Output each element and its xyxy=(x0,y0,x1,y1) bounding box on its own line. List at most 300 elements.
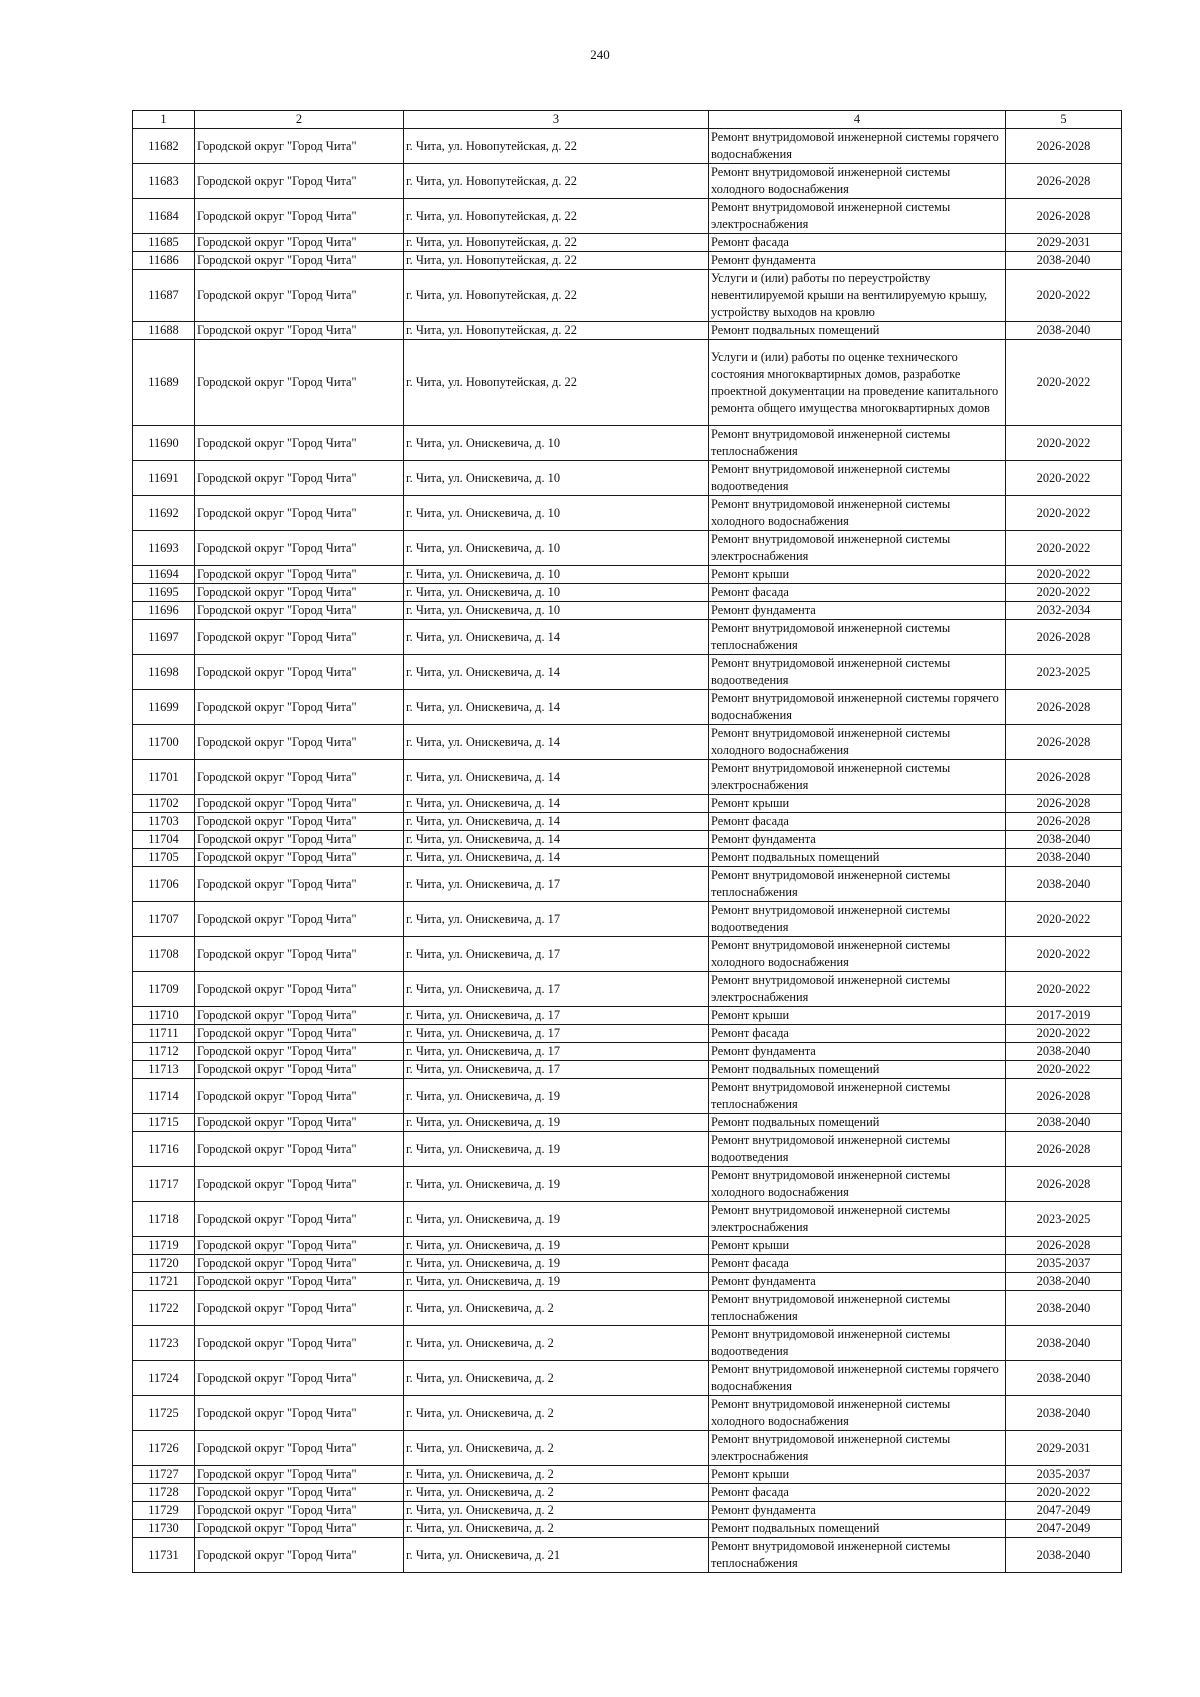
municipality-cell: Городской округ "Город Чита" xyxy=(195,813,404,831)
work-type-cell: Ремонт внутридомовой инженерной системы горячего водоснабжения xyxy=(709,129,1006,164)
municipality-cell: Городской округ "Город Чита" xyxy=(195,849,404,867)
municipality-cell: Городской округ "Город Чита" xyxy=(195,1237,404,1255)
header-cell-4: 4 xyxy=(709,111,1006,129)
address-cell: г. Чита, ул. Онискевича, д. 19 xyxy=(404,1132,709,1167)
row-number: 11715 xyxy=(133,1114,195,1132)
work-type-cell: Ремонт фасада xyxy=(709,813,1006,831)
work-type-cell: Ремонт внутридомовой инженерной системы холодного водоснабжения xyxy=(709,164,1006,199)
table-row xyxy=(133,1502,1122,1520)
table-row xyxy=(133,972,1122,1007)
row-number: 11710 xyxy=(133,1007,195,1025)
table-row xyxy=(133,340,1122,426)
period-cell: 2026-2028 xyxy=(1006,199,1122,234)
municipality-cell: Городской округ "Город Чита" xyxy=(195,902,404,937)
work-type-cell: Ремонт внутридомовой инженерной системы водоотведения xyxy=(709,902,1006,937)
work-type-cell: Ремонт внутридомовой инженерной системы горячего водоснабжения xyxy=(709,690,1006,725)
address-cell: г. Чита, ул. Онискевича, д. 2 xyxy=(404,1361,709,1396)
work-type-cell: Ремонт внутридомовой инженерной системы электроснабжения xyxy=(709,1202,1006,1237)
work-type-cell: Ремонт внутридомовой инженерной системы теплоснабжения xyxy=(709,1079,1006,1114)
row-number: 11687 xyxy=(133,270,195,322)
municipality-cell: Городской округ "Город Чита" xyxy=(195,1326,404,1361)
period-cell: 2020-2022 xyxy=(1006,496,1122,531)
work-type-cell: Ремонт внутридомовой инженерной системы электроснабжения xyxy=(709,1431,1006,1466)
period-cell: 2038-2040 xyxy=(1006,849,1122,867)
header-row xyxy=(133,111,1122,129)
table-row xyxy=(133,129,1122,164)
row-number: 11708 xyxy=(133,937,195,972)
work-type-cell: Ремонт внутридомовой инженерной системы электроснабжения xyxy=(709,531,1006,566)
table-row xyxy=(133,760,1122,795)
table-row xyxy=(133,270,1122,322)
table-row xyxy=(133,1484,1122,1502)
table-row xyxy=(133,1273,1122,1291)
municipality-cell: Городской округ "Город Чита" xyxy=(195,1431,404,1466)
address-cell: г. Чита, ул. Онискевича, д. 19 xyxy=(404,1237,709,1255)
address-cell: г. Чита, ул. Новопутейская, д. 22 xyxy=(404,234,709,252)
row-number: 11686 xyxy=(133,252,195,270)
municipality-cell: Городской округ "Город Чита" xyxy=(195,1502,404,1520)
row-number: 11690 xyxy=(133,426,195,461)
municipality-cell: Городской округ "Город Чита" xyxy=(195,602,404,620)
address-cell: г. Чита, ул. Онискевича, д. 19 xyxy=(404,1167,709,1202)
row-number: 11730 xyxy=(133,1520,195,1538)
period-cell: 2038-2040 xyxy=(1006,867,1122,902)
address-cell: г. Чита, ул. Онискевича, д. 10 xyxy=(404,426,709,461)
period-cell: 2020-2022 xyxy=(1006,566,1122,584)
row-number: 11704 xyxy=(133,831,195,849)
address-cell: г. Чита, ул. Онискевича, д. 17 xyxy=(404,937,709,972)
municipality-cell: Городской округ "Город Чита" xyxy=(195,795,404,813)
row-number: 11693 xyxy=(133,531,195,566)
address-cell: г. Чита, ул. Онискевича, д. 2 xyxy=(404,1396,709,1431)
municipality-cell: Городской округ "Город Чита" xyxy=(195,129,404,164)
municipality-cell: Городской округ "Город Чита" xyxy=(195,1538,404,1573)
table-row xyxy=(133,1396,1122,1431)
table-row xyxy=(133,461,1122,496)
municipality-cell: Городской округ "Город Чита" xyxy=(195,1043,404,1061)
address-cell: г. Чита, ул. Онискевича, д. 14 xyxy=(404,655,709,690)
municipality-cell: Городской округ "Город Чита" xyxy=(195,937,404,972)
row-number: 11691 xyxy=(133,461,195,496)
row-number: 11685 xyxy=(133,234,195,252)
work-type-cell: Ремонт фасада xyxy=(709,1025,1006,1043)
table-row xyxy=(133,1361,1122,1396)
period-cell: 2020-2022 xyxy=(1006,426,1122,461)
table-row xyxy=(133,690,1122,725)
work-type-cell: Ремонт внутридомовой инженерной системы электроснабжения xyxy=(709,199,1006,234)
municipality-cell: Городской округ "Город Чита" xyxy=(195,566,404,584)
table-row xyxy=(133,602,1122,620)
address-cell: г. Чита, ул. Новопутейская, д. 22 xyxy=(404,340,709,426)
row-number: 11716 xyxy=(133,1132,195,1167)
period-cell: 2020-2022 xyxy=(1006,937,1122,972)
table-body xyxy=(133,129,1122,1573)
row-number: 11706 xyxy=(133,867,195,902)
period-cell: 2017-2019 xyxy=(1006,1007,1122,1025)
municipality-cell: Городской округ "Город Чита" xyxy=(195,867,404,902)
address-cell: г. Чита, ул. Онискевича, д. 19 xyxy=(404,1202,709,1237)
municipality-cell: Городской округ "Город Чита" xyxy=(195,1114,404,1132)
address-cell: г. Чита, ул. Онискевича, д. 19 xyxy=(404,1273,709,1291)
period-cell: 2026-2028 xyxy=(1006,1079,1122,1114)
municipality-cell: Городской округ "Город Чита" xyxy=(195,1273,404,1291)
work-type-cell: Ремонт фундамента xyxy=(709,1273,1006,1291)
municipality-cell: Городской округ "Город Чита" xyxy=(195,725,404,760)
period-cell: 2038-2040 xyxy=(1006,831,1122,849)
period-cell: 2026-2028 xyxy=(1006,1132,1122,1167)
work-type-cell: Услуги и (или) работы по переустройству невентилируемой крыши на вентилируемую крышу, устройству выходов на кровлю xyxy=(709,270,1006,322)
address-cell: г. Чита, ул. Новопутейская, д. 22 xyxy=(404,322,709,340)
municipality-cell: Городской округ "Город Чита" xyxy=(195,1396,404,1431)
work-type-cell: Ремонт подвальных помещений xyxy=(709,1061,1006,1079)
table-row xyxy=(133,655,1122,690)
municipality-cell: Городской округ "Город Чита" xyxy=(195,1061,404,1079)
row-number: 11722 xyxy=(133,1291,195,1326)
municipality-cell: Городской округ "Город Чита" xyxy=(195,252,404,270)
address-cell: г. Чита, ул. Онискевича, д. 10 xyxy=(404,566,709,584)
period-cell: 2020-2022 xyxy=(1006,972,1122,1007)
municipality-cell: Городской округ "Город Чита" xyxy=(195,655,404,690)
table-row xyxy=(133,1167,1122,1202)
table-row xyxy=(133,1043,1122,1061)
work-type-cell: Ремонт внутридомовой инженерной системы электроснабжения xyxy=(709,760,1006,795)
municipality-cell: Городской округ "Город Чита" xyxy=(195,1520,404,1538)
table-row xyxy=(133,902,1122,937)
address-cell: г. Чита, ул. Онискевича, д. 10 xyxy=(404,531,709,566)
period-cell: 2020-2022 xyxy=(1006,584,1122,602)
period-cell: 2020-2022 xyxy=(1006,461,1122,496)
work-type-cell: Ремонт фундамента xyxy=(709,602,1006,620)
address-cell: г. Чита, ул. Онискевича, д. 21 xyxy=(404,1538,709,1573)
address-cell: г. Чита, ул. Онискевича, д. 17 xyxy=(404,1007,709,1025)
address-cell: г. Чита, ул. Онискевича, д. 19 xyxy=(404,1114,709,1132)
period-cell: 2038-2040 xyxy=(1006,252,1122,270)
period-cell: 2020-2022 xyxy=(1006,1061,1122,1079)
row-number: 11724 xyxy=(133,1361,195,1396)
table-row xyxy=(133,584,1122,602)
period-cell: 2026-2028 xyxy=(1006,795,1122,813)
row-number: 11714 xyxy=(133,1079,195,1114)
municipality-cell: Городской округ "Город Чита" xyxy=(195,1361,404,1396)
period-cell: 2038-2040 xyxy=(1006,1396,1122,1431)
address-cell: г. Чита, ул. Онискевича, д. 17 xyxy=(404,867,709,902)
table-row xyxy=(133,1291,1122,1326)
address-cell: г. Чита, ул. Онискевича, д. 10 xyxy=(404,496,709,531)
work-type-cell: Ремонт подвальных помещений xyxy=(709,322,1006,340)
table-row xyxy=(133,1132,1122,1167)
table-row xyxy=(133,1061,1122,1079)
municipality-cell: Городской округ "Город Чита" xyxy=(195,1025,404,1043)
municipality-cell: Городской округ "Город Чита" xyxy=(195,1484,404,1502)
row-number: 11692 xyxy=(133,496,195,531)
work-type-cell: Ремонт внутридомовой инженерной системы холодного водоснабжения xyxy=(709,1167,1006,1202)
work-type-cell: Ремонт фундамента xyxy=(709,1043,1006,1061)
address-cell: г. Чита, ул. Онискевича, д. 2 xyxy=(404,1502,709,1520)
period-cell: 2035-2037 xyxy=(1006,1255,1122,1273)
address-cell: г. Чита, ул. Онискевича, д. 14 xyxy=(404,760,709,795)
address-cell: г. Чита, ул. Онискевича, д. 10 xyxy=(404,602,709,620)
period-cell: 2026-2028 xyxy=(1006,813,1122,831)
header-cell-3: 3 xyxy=(404,111,709,129)
row-number: 11699 xyxy=(133,690,195,725)
period-cell: 2026-2028 xyxy=(1006,760,1122,795)
address-cell: г. Чита, ул. Онискевича, д. 2 xyxy=(404,1291,709,1326)
table-row xyxy=(133,1007,1122,1025)
work-type-cell: Ремонт внутридомовой инженерной системы теплоснабжения xyxy=(709,426,1006,461)
work-type-cell: Ремонт внутридомовой инженерной системы электроснабжения xyxy=(709,972,1006,1007)
page-number: 240 xyxy=(590,47,610,62)
municipality-cell: Городской округ "Город Чита" xyxy=(195,1466,404,1484)
municipality-cell: Городской округ "Город Чита" xyxy=(195,584,404,602)
row-number: 11718 xyxy=(133,1202,195,1237)
work-type-cell: Ремонт внутридомовой инженерной системы водоотведения xyxy=(709,1326,1006,1361)
period-cell: 2038-2040 xyxy=(1006,1043,1122,1061)
row-number: 11709 xyxy=(133,972,195,1007)
table-row xyxy=(133,831,1122,849)
row-number: 11727 xyxy=(133,1466,195,1484)
work-type-cell: Ремонт внутридомовой инженерной системы холодного водоснабжения xyxy=(709,725,1006,760)
work-type-cell: Ремонт подвальных помещений xyxy=(709,1520,1006,1538)
municipality-cell: Городской округ "Город Чита" xyxy=(195,496,404,531)
row-number: 11720 xyxy=(133,1255,195,1273)
address-cell: г. Чита, ул. Новопутейская, д. 22 xyxy=(404,129,709,164)
table-row xyxy=(133,1202,1122,1237)
row-number: 11713 xyxy=(133,1061,195,1079)
work-type-cell: Ремонт внутридомовой инженерной системы теплоснабжения xyxy=(709,620,1006,655)
table-row xyxy=(133,566,1122,584)
municipality-cell: Городской округ "Город Чита" xyxy=(195,322,404,340)
table-row xyxy=(133,1025,1122,1043)
work-type-cell: Ремонт внутридомовой инженерной системы водоотведения xyxy=(709,461,1006,496)
work-type-cell: Ремонт фундамента xyxy=(709,252,1006,270)
address-cell: г. Чита, ул. Онискевича, д. 17 xyxy=(404,1061,709,1079)
period-cell: 2023-2025 xyxy=(1006,1202,1122,1237)
period-cell: 2023-2025 xyxy=(1006,655,1122,690)
period-cell: 2038-2040 xyxy=(1006,1114,1122,1132)
row-number: 11700 xyxy=(133,725,195,760)
header-cell-5: 5 xyxy=(1006,111,1122,129)
period-cell: 2035-2037 xyxy=(1006,1466,1122,1484)
address-cell: г. Чита, ул. Онискевича, д. 14 xyxy=(404,831,709,849)
row-number: 11725 xyxy=(133,1396,195,1431)
row-number: 11696 xyxy=(133,602,195,620)
row-number: 11688 xyxy=(133,322,195,340)
row-number: 11695 xyxy=(133,584,195,602)
period-cell: 2038-2040 xyxy=(1006,1273,1122,1291)
municipality-cell: Городской округ "Город Чита" xyxy=(195,270,404,322)
table-row xyxy=(133,1466,1122,1484)
work-type-cell: Ремонт внутридомовой инженерной системы теплоснабжения xyxy=(709,1291,1006,1326)
municipality-cell: Городской округ "Город Чита" xyxy=(195,1291,404,1326)
municipality-cell: Городской округ "Город Чита" xyxy=(195,972,404,1007)
municipality-cell: Городской округ "Город Чита" xyxy=(195,831,404,849)
period-cell: 2020-2022 xyxy=(1006,1025,1122,1043)
table-row xyxy=(133,867,1122,902)
row-number: 11689 xyxy=(133,340,195,426)
address-cell: г. Чита, ул. Онискевича, д. 2 xyxy=(404,1484,709,1502)
work-type-cell: Ремонт внутридомовой инженерной системы теплоснабжения xyxy=(709,1538,1006,1573)
table-row xyxy=(133,164,1122,199)
table-row xyxy=(133,1255,1122,1273)
municipality-cell: Городской округ "Город Чита" xyxy=(195,164,404,199)
municipality-cell: Городской округ "Город Чита" xyxy=(195,690,404,725)
row-number: 11694 xyxy=(133,566,195,584)
address-cell: г. Чита, ул. Онискевича, д. 14 xyxy=(404,690,709,725)
table-row xyxy=(133,1079,1122,1114)
row-number: 11711 xyxy=(133,1025,195,1043)
address-cell: г. Чита, ул. Онискевича, д. 14 xyxy=(404,849,709,867)
period-cell: 2026-2028 xyxy=(1006,725,1122,760)
address-cell: г. Чита, ул. Новопутейская, д. 22 xyxy=(404,252,709,270)
period-cell: 2026-2028 xyxy=(1006,129,1122,164)
address-cell: г. Чита, ул. Новопутейская, д. 22 xyxy=(404,270,709,322)
address-cell: г. Чита, ул. Онискевича, д. 10 xyxy=(404,584,709,602)
municipality-cell: Городской округ "Город Чита" xyxy=(195,426,404,461)
municipality-cell: Городской округ "Город Чита" xyxy=(195,1007,404,1025)
address-cell: г. Чита, ул. Онискевича, д. 2 xyxy=(404,1431,709,1466)
row-number: 11721 xyxy=(133,1273,195,1291)
municipality-cell: Городской округ "Город Чита" xyxy=(195,234,404,252)
work-type-cell: Ремонт внутридомовой инженерной системы холодного водоснабжения xyxy=(709,496,1006,531)
work-type-cell: Ремонт подвальных помещений xyxy=(709,1114,1006,1132)
row-number: 11682 xyxy=(133,129,195,164)
period-cell: 2032-2034 xyxy=(1006,602,1122,620)
table-row xyxy=(133,620,1122,655)
table-row xyxy=(133,426,1122,461)
address-cell: г. Чита, ул. Онискевича, д. 17 xyxy=(404,1025,709,1043)
work-type-cell: Ремонт внутридомовой инженерной системы горячего водоснабжения xyxy=(709,1361,1006,1396)
row-number: 11698 xyxy=(133,655,195,690)
period-cell: 2038-2040 xyxy=(1006,1291,1122,1326)
table-row xyxy=(133,813,1122,831)
table-row xyxy=(133,795,1122,813)
period-cell: 2026-2028 xyxy=(1006,690,1122,725)
municipality-cell: Городской округ "Город Чита" xyxy=(195,1255,404,1273)
address-cell: г. Чита, ул. Онискевича, д. 19 xyxy=(404,1255,709,1273)
row-number: 11731 xyxy=(133,1538,195,1573)
address-cell: г. Чита, ул. Онискевича, д. 2 xyxy=(404,1466,709,1484)
work-type-cell: Ремонт внутридомовой инженерной системы водоотведения xyxy=(709,655,1006,690)
table-row xyxy=(133,234,1122,252)
address-cell: г. Чита, ул. Онискевича, д. 14 xyxy=(404,725,709,760)
work-type-cell: Ремонт крыши xyxy=(709,1466,1006,1484)
table-row xyxy=(133,322,1122,340)
period-cell: 2026-2028 xyxy=(1006,1167,1122,1202)
municipality-cell: Городской округ "Город Чита" xyxy=(195,1202,404,1237)
period-cell: 2020-2022 xyxy=(1006,531,1122,566)
period-cell: 2020-2022 xyxy=(1006,270,1122,322)
table-row xyxy=(133,1431,1122,1466)
period-cell: 2020-2022 xyxy=(1006,1484,1122,1502)
municipality-cell: Городской округ "Город Чита" xyxy=(195,340,404,426)
work-type-cell: Ремонт фундамента xyxy=(709,1502,1006,1520)
table-row xyxy=(133,937,1122,972)
work-type-cell: Ремонт внутридомовой инженерной системы водоотведения xyxy=(709,1132,1006,1167)
row-number: 11723 xyxy=(133,1326,195,1361)
period-cell: 2047-2049 xyxy=(1006,1502,1122,1520)
address-cell: г. Чита, ул. Онискевича, д. 17 xyxy=(404,902,709,937)
address-cell: г. Чита, ул. Онискевича, д. 17 xyxy=(404,972,709,1007)
period-cell: 2038-2040 xyxy=(1006,1326,1122,1361)
table-row xyxy=(133,199,1122,234)
period-cell: 2026-2028 xyxy=(1006,620,1122,655)
municipality-cell: Городской округ "Город Чита" xyxy=(195,531,404,566)
table-row xyxy=(133,725,1122,760)
header-cell-2: 2 xyxy=(195,111,404,129)
municipality-cell: Городской округ "Город Чита" xyxy=(195,199,404,234)
work-type-cell: Ремонт крыши xyxy=(709,1237,1006,1255)
address-cell: г. Чита, ул. Новопутейская, д. 22 xyxy=(404,199,709,234)
work-type-cell: Ремонт внутридомовой инженерной системы холодного водоснабжения xyxy=(709,937,1006,972)
municipality-cell: Городской округ "Город Чита" xyxy=(195,760,404,795)
work-type-cell: Ремонт фасада xyxy=(709,1484,1006,1502)
row-number: 11702 xyxy=(133,795,195,813)
work-type-cell: Ремонт фасада xyxy=(709,234,1006,252)
work-type-cell: Ремонт крыши xyxy=(709,1007,1006,1025)
row-number: 11703 xyxy=(133,813,195,831)
table-row xyxy=(133,849,1122,867)
work-type-cell: Ремонт крыши xyxy=(709,795,1006,813)
row-number: 11701 xyxy=(133,760,195,795)
row-number: 11729 xyxy=(133,1502,195,1520)
capital-repair-table xyxy=(132,110,1122,1573)
table-row xyxy=(133,496,1122,531)
address-cell: г. Чита, ул. Онискевича, д. 14 xyxy=(404,813,709,831)
period-cell: 2029-2031 xyxy=(1006,234,1122,252)
work-type-cell: Ремонт внутридомовой инженерной системы теплоснабжения xyxy=(709,867,1006,902)
table-row xyxy=(133,531,1122,566)
period-cell: 2038-2040 xyxy=(1006,1361,1122,1396)
work-type-cell: Ремонт подвальных помещений xyxy=(709,849,1006,867)
work-type-cell: Ремонт крыши xyxy=(709,566,1006,584)
address-cell: г. Чита, ул. Онискевича, д. 2 xyxy=(404,1520,709,1538)
table-row xyxy=(133,1538,1122,1573)
row-number: 11712 xyxy=(133,1043,195,1061)
period-cell: 2038-2040 xyxy=(1006,1538,1122,1573)
work-type-cell: Ремонт фасада xyxy=(709,584,1006,602)
period-cell: 2038-2040 xyxy=(1006,322,1122,340)
address-cell: г. Чита, ул. Онискевича, д. 10 xyxy=(404,461,709,496)
municipality-cell: Городской округ "Город Чита" xyxy=(195,1132,404,1167)
municipality-cell: Городской округ "Город Чита" xyxy=(195,620,404,655)
work-type-cell: Услуги и (или) работы по оценке технического состояния многоквартирных домов, разработке проектной документации на проведение капитального ремонта общего имущества многоквартирных домов xyxy=(709,340,1006,426)
work-type-cell: Ремонт фасада xyxy=(709,1255,1006,1273)
row-number: 11697 xyxy=(133,620,195,655)
table-row xyxy=(133,1237,1122,1255)
address-cell: г. Чита, ул. Онискевича, д. 19 xyxy=(404,1079,709,1114)
row-number: 11684 xyxy=(133,199,195,234)
row-number: 11717 xyxy=(133,1167,195,1202)
municipality-cell: Городской округ "Город Чита" xyxy=(195,1079,404,1114)
address-cell: г. Чита, ул. Новопутейская, д. 22 xyxy=(404,164,709,199)
address-cell: г. Чита, ул. Онискевича, д. 14 xyxy=(404,795,709,813)
period-cell: 2026-2028 xyxy=(1006,164,1122,199)
period-cell: 2047-2049 xyxy=(1006,1520,1122,1538)
period-cell: 2020-2022 xyxy=(1006,340,1122,426)
table-row xyxy=(133,1520,1122,1538)
municipality-cell: Городской округ "Город Чита" xyxy=(195,461,404,496)
row-number: 11728 xyxy=(133,1484,195,1502)
header-cell-1: 1 xyxy=(133,111,195,129)
row-number: 11726 xyxy=(133,1431,195,1466)
municipality-cell: Городской округ "Город Чита" xyxy=(195,1167,404,1202)
work-type-cell: Ремонт фундамента xyxy=(709,831,1006,849)
row-number: 11705 xyxy=(133,849,195,867)
table-row xyxy=(133,1326,1122,1361)
work-type-cell: Ремонт внутридомовой инженерной системы холодного водоснабжения xyxy=(709,1396,1006,1431)
table-row xyxy=(133,1114,1122,1132)
address-cell: г. Чита, ул. Онискевича, д. 14 xyxy=(404,620,709,655)
